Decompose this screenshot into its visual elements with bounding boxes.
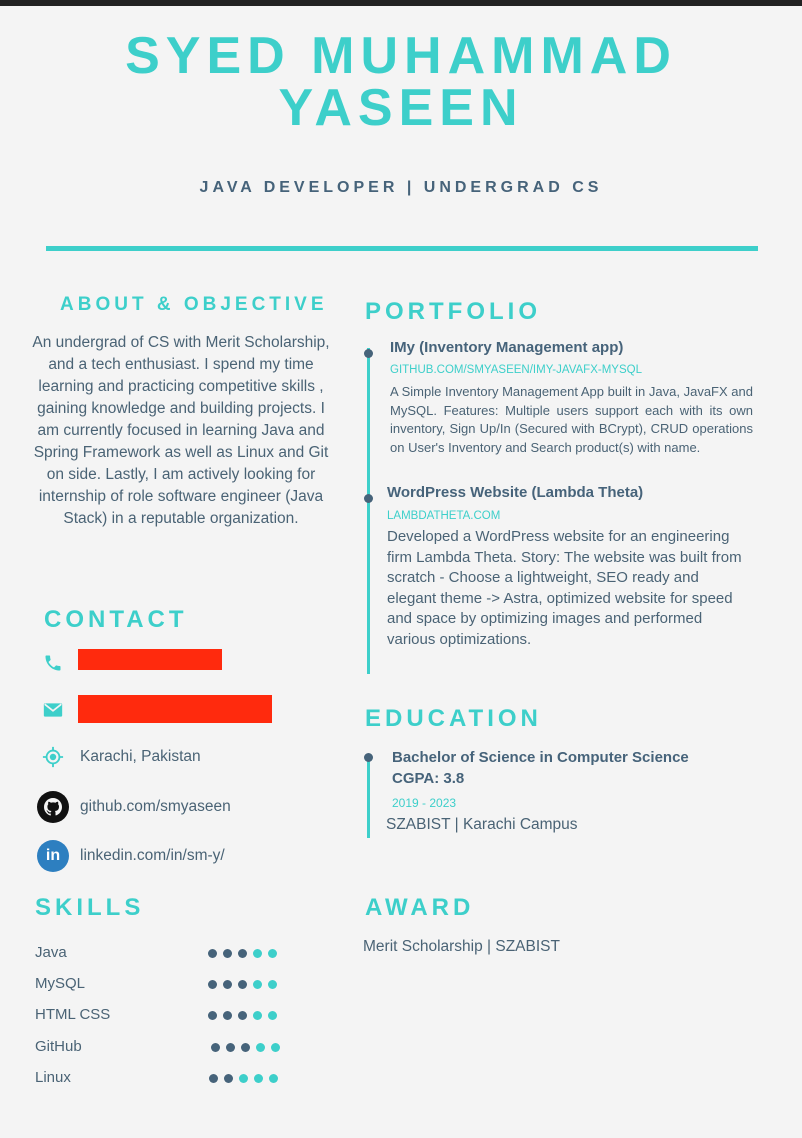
award-text: Merit Scholarship | SZABIST [363, 938, 560, 955]
about-text: An undergrad of CS with Merit Scholarship, and a tech enthusiast. I spend my time learning and practicing competitive skills , gaining knowledge and building projects. I am currently focused in learning Java and Spring Framework as well as Linux and Git on side. Lastly, I am actively looking for internship of role software engineer (Java Stack) in a reputable organization. [32, 334, 330, 527]
about-title: ABOUT & OBJECTIVE [60, 294, 328, 315]
skill-name: HTML CSS [35, 1006, 111, 1023]
skill-dot-empty [269, 1074, 278, 1083]
degree-title: Bachelor of Science in Computer Science [392, 749, 689, 766]
github-row[interactable] [36, 790, 231, 824]
skill-dot-empty [268, 949, 277, 958]
skill-dot-empty [254, 1074, 263, 1083]
location-target-icon [36, 740, 70, 774]
job-subtitle: JAVA DEVELOPER | UNDERGRAD CS [199, 179, 603, 196]
skill-name: Java [35, 944, 67, 961]
project-1-title: IMy (Inventory Management app) [390, 339, 624, 356]
skill-dot-filled [224, 1074, 233, 1083]
skill-dot-filled [241, 1043, 250, 1052]
skill-name: MySQL [35, 975, 86, 992]
project-2-title: WordPress Website (Lambda Theta) [387, 484, 644, 501]
phone-row [36, 646, 70, 680]
linkedin-row[interactable] [36, 839, 225, 873]
email-redaction [78, 695, 272, 723]
project-2-link[interactable]: LAMBDATHETA.COM [387, 510, 501, 522]
candidate-name [0, 27, 802, 137]
name-line-2: YASEEN [278, 79, 524, 137]
skill-row [35, 1069, 295, 1089]
skill-dot-filled [226, 1043, 235, 1052]
award-title: AWARD [365, 894, 475, 921]
skill-dot-filled [223, 949, 232, 958]
skill-dot-filled [223, 1011, 232, 1020]
skill-dot-empty [253, 1011, 262, 1020]
skill-dot-empty [239, 1074, 248, 1083]
phone-icon [36, 646, 70, 680]
education-institution: SZABIST | Karachi Campus [386, 816, 578, 833]
github-icon [36, 790, 70, 824]
location-text: Karachi, Pakistan [80, 748, 201, 765]
skill-row [35, 1038, 295, 1058]
skill-dot-filled [238, 980, 247, 989]
skill-name: GitHub [35, 1038, 82, 1055]
skill-dot-empty [271, 1043, 280, 1052]
portfolio-timeline [367, 348, 370, 674]
skill-dot-empty [253, 980, 262, 989]
resume-page [0, 6, 802, 1138]
skill-level-dots [208, 1011, 283, 1020]
contact-title: CONTACT [44, 606, 188, 633]
linkedin-badge: in [37, 840, 69, 872]
skill-dot-filled [211, 1043, 220, 1052]
skill-dot-filled [238, 949, 247, 958]
header-divider [46, 246, 758, 251]
location-row [36, 740, 201, 774]
skill-dot-filled [238, 1011, 247, 1020]
skill-name: Linux [35, 1069, 71, 1086]
skill-dot-empty [268, 980, 277, 989]
skill-dot-filled [208, 980, 217, 989]
skill-dot-filled [223, 980, 232, 989]
portfolio-title: PORTFOLIO [365, 298, 541, 325]
skill-dot-filled [208, 1011, 217, 1020]
skill-dot-empty [256, 1043, 265, 1052]
project-1-bullet [364, 349, 373, 358]
email-row [36, 693, 70, 727]
skill-level-dots [211, 1043, 286, 1052]
skill-row [35, 1006, 295, 1026]
education-title: EDUCATION [365, 705, 542, 732]
project-2-bullet [364, 494, 373, 503]
skill-level-dots [208, 949, 283, 958]
skill-dot-empty [253, 949, 262, 958]
project-1-description: A Simple Inventory Management App built in Java, JavaFX and MySQL. Features: Multiple users support each with its own inventory, Sign Up/In (Secured with BCrypt), CRUD operations on User's Inventory and Search product(s) with name. [390, 384, 753, 455]
degree-cgpa: CGPA: 3.8 [392, 770, 465, 787]
project-1-link[interactable]: GITHUB.COM/SMYASEEN/IMY-JAVAFX-MYSQL [390, 364, 642, 376]
linkedin-link[interactable]: linkedin.com/in/sm-y/ [80, 847, 225, 864]
skill-row [35, 975, 295, 995]
skill-dot-filled [208, 949, 217, 958]
project-2-description: Developed a WordPress website for an engineering firm Lambda Theta. Story: The website was built from scratch - Choose a lightweight, SEO ready and elegant theme -> Astra, optimized website for speed and space by optimizing images and performed various optimizations. [387, 528, 742, 648]
email-icon [36, 693, 70, 727]
phone-redaction [78, 649, 222, 670]
skill-level-dots [209, 1074, 284, 1083]
education-timeline [367, 758, 370, 838]
skills-title: SKILLS [35, 894, 145, 921]
linkedin-icon [36, 839, 70, 873]
skill-row [35, 944, 295, 964]
skill-dot-filled [209, 1074, 218, 1083]
education-years: 2019 - 2023 [392, 796, 457, 810]
skill-dot-empty [268, 1011, 277, 1020]
education-bullet [364, 753, 373, 762]
github-link[interactable]: github.com/smyaseen [80, 798, 231, 815]
skill-level-dots [208, 980, 283, 989]
name-line-1: SYED MUHAMMAD [125, 27, 677, 85]
